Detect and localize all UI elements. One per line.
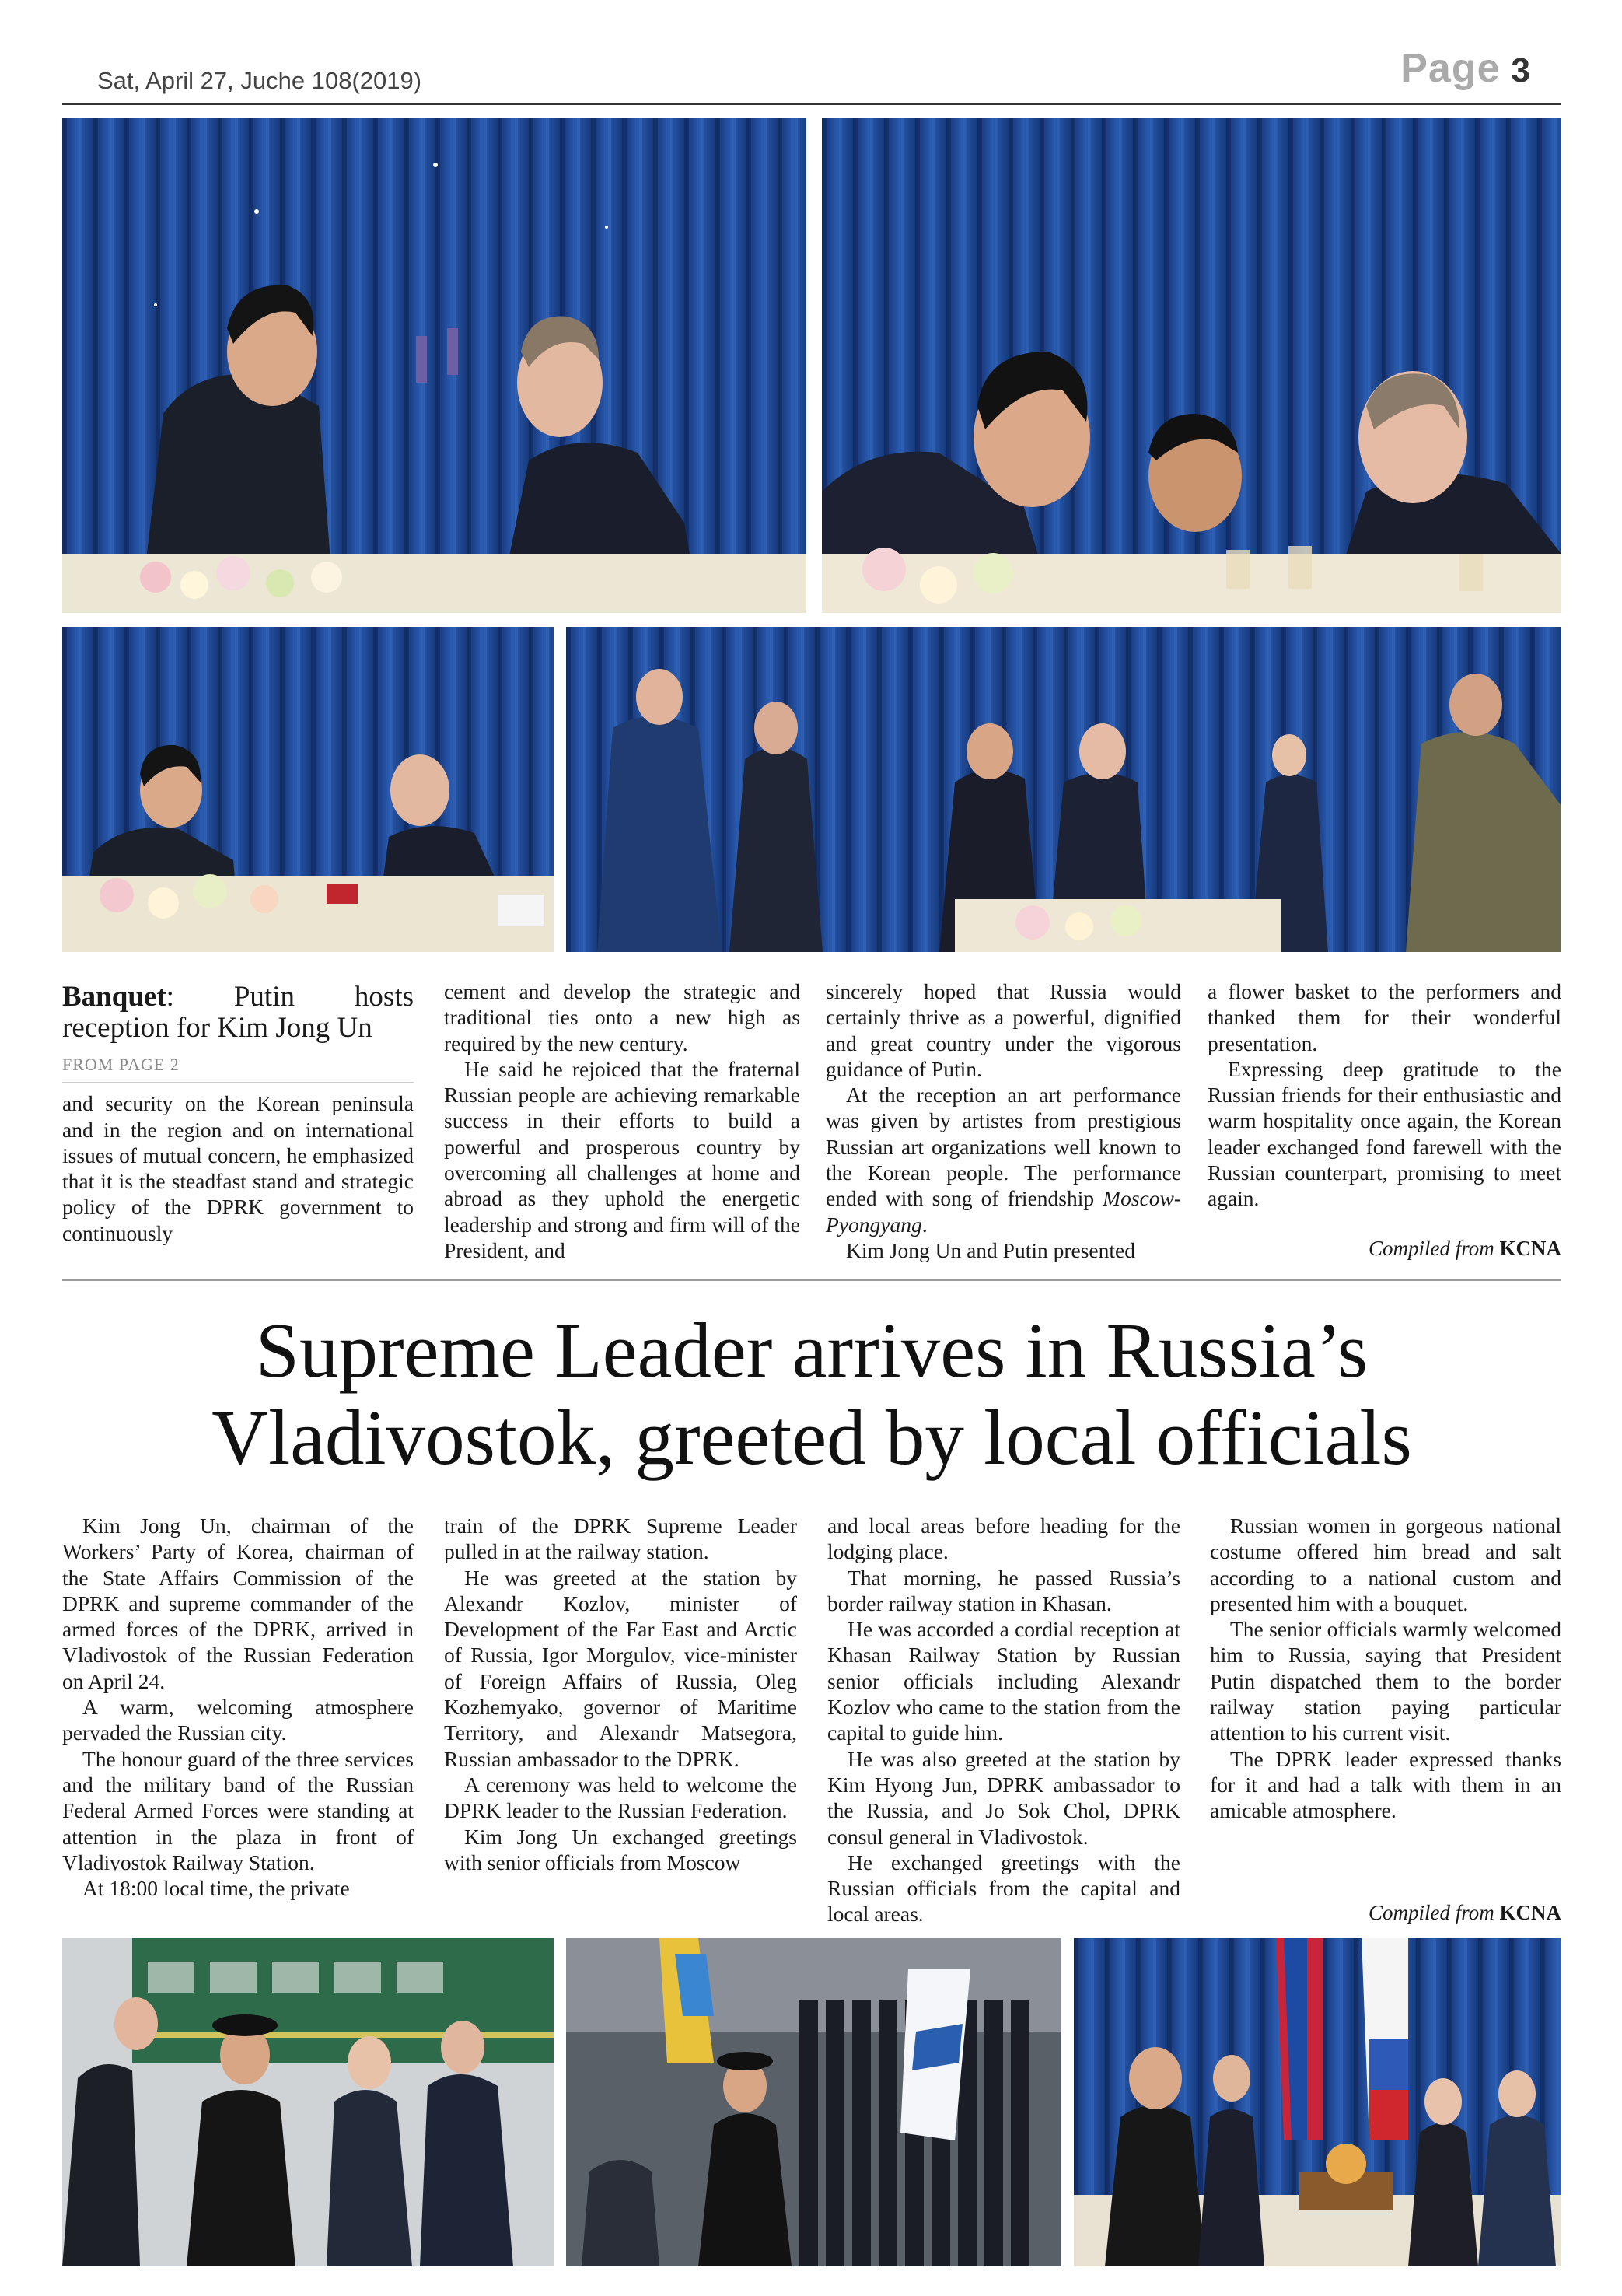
arrival-paragraph: At 18:00 local time, the private	[82, 1876, 350, 1901]
arrival-credit	[1210, 1901, 1561, 1925]
banquet-col-2	[444, 978, 800, 1263]
arrival-paragraph: A ceremony was held to welcome the DPRK leader to the Russian Federation.	[444, 1772, 797, 1823]
page-indicator	[1400, 45, 1531, 92]
banquet-title-rest: : Putin hosts reception for Kim Jong Un	[62, 981, 414, 1044]
arrival-col-2	[444, 1513, 797, 1875]
photo-toast	[62, 118, 806, 613]
arrival-paragraph: Russian women in gorgeous national costume offered him bread and salt according to a national custom and presented him with a bouquet.	[1210, 1514, 1561, 1615]
arrival-paragraph: He was also greeted at the station by Kim Hyong Jun, DPRK ambassador to the Russia, and Jo Sok Chol, DPRK consul general in Vladivostok.	[827, 1746, 1180, 1849]
arrival-paragraph: The honour guard of the three services and the military band of the Russian Federal Armed Forces were standing at attention in the plaza in front of Vladivostok Railway Station.	[62, 1746, 414, 1874]
arrival-paragraph: Kim Jong Un exchanged greetings with senior officials from Moscow	[444, 1824, 797, 1874]
photo-handshake	[566, 627, 1561, 952]
arrival-paragraph: Kim Jong Un, chairman of the Workers’ Party of Korea, chairman of the State Affairs Commission of the DPRK and supreme commander of the armed forces of the DPRK, arrived in Vladivostok of the Russian Federation on April 24.	[62, 1514, 414, 1693]
continued-from: FROM PAGE 2	[62, 1052, 414, 1083]
photo-honour-guard	[566, 1938, 1061, 2266]
banquet-credit	[1208, 1237, 1561, 1261]
banquet-paragraph: a flower basket to the performers and thanked them for their wonderful presentation.	[1208, 979, 1561, 1055]
credit-prefix: Compiled from	[1369, 1237, 1494, 1260]
arrival-col-1	[62, 1513, 414, 1901]
credit-prefix: Compiled from	[1369, 1901, 1494, 1924]
headline	[62, 1307, 1561, 1481]
photo-banquet-talk	[822, 118, 1561, 613]
arrival-col-4	[1210, 1513, 1561, 1824]
banquet-paragraph	[826, 1082, 1181, 1237]
banquet-col-3	[826, 978, 1181, 1263]
banquet-paragraph: and security on the Korean peninsula and in the region and on international issues of mutual concern, he emphasized that it is the steadfast stand and strategic policy of the DPRK government to continuously	[62, 1091, 414, 1245]
arrival-paragraph: He was greeted at the station by Alexandr Kozlov, minister of Development of the Far East and Arctic of Russia, Igor Morgulov, vice-minister of Foreign Affairs of Russia, Oleg Kozhemyako, governor of Maritime Territory, and Alexandr Matsegora, Russian ambassador to the DPRK.	[444, 1565, 797, 1771]
header-rule	[62, 103, 1561, 105]
arrival-paragraph: and local areas before heading for the lodging place.	[827, 1514, 1180, 1564]
banquet-paragraph: Expressing deep gratitude to the Russian friends for their enthusiastic and warm hospitality once again, the Korean leader exchanged fond farewell with the Russian counterpart, promising to meet again.	[1208, 1056, 1561, 1211]
issue-date: Sat, April 27, Juche 108(2019)	[97, 67, 422, 94]
arrival-paragraph: The senior officials warmly welcomed him to Russia, saying that President Putin dispatched them to the border railway station paying particular attention to his current visit.	[1210, 1617, 1561, 1745]
banquet-title-bold: Banquet	[62, 981, 166, 1013]
banquet-paragraph: cement and develop the strategic and traditional ties onto a new high as required by the new century.	[444, 979, 800, 1055]
section-divider	[62, 1279, 1561, 1286]
photo-applause	[62, 627, 554, 952]
page-number: 3	[1511, 51, 1531, 89]
banquet-paragraph: Kim Jong Un and Putin presented	[846, 1237, 1135, 1262]
banquet-period: .	[921, 1212, 928, 1237]
credit-source: KCNA	[1499, 1237, 1561, 1260]
banquet-col-1	[62, 982, 414, 1246]
banquet-performance-text: At the reception an art performance was given by artistes from prestigious Russian art organizations well known to the Korean people. The performance ended with song of friendship	[826, 1083, 1181, 1211]
arrival-paragraph: A warm, welcoming atmosphere pervaded the Russian city.	[62, 1695, 414, 1745]
arrival-col-3	[827, 1513, 1180, 1927]
headline-line-2: Vladivostok, greeted by local officials	[211, 1394, 1412, 1481]
arrival-paragraph: That morning, he passed Russia’s border railway station in Khasan.	[827, 1565, 1180, 1615]
arrival-paragraph: train of the DPRK Supreme Leader pulled in at the railway station.	[444, 1514, 797, 1564]
credit-source: KCNA	[1499, 1901, 1561, 1924]
page-label: Page	[1400, 46, 1501, 91]
photo-reception-talk	[1074, 1938, 1561, 2266]
banquet-title	[62, 982, 414, 1044]
arrival-paragraph: He was accorded a cordial reception at Khasan Railway Station by Russian senior officials including Alexandr Kozlov who came to the station from the capital to guide him.	[827, 1617, 1180, 1745]
banquet-col-4	[1208, 978, 1561, 1212]
arrival-paragraph: He exchanged greetings with the Russian officials from the capital and local areas.	[827, 1850, 1180, 1927]
banquet-paragraph: He said he rejoiced that the fraternal Russian people are achieving remarkable success in their efforts to build a powerful and prosperous country by overcoming all challenges at home and abroad as they uphold the energetic leadership and strong and firm will of the President, and	[444, 1056, 800, 1262]
photo-station-greeting	[62, 1938, 554, 2266]
banquet-paragraph: sincerely hoped that Russia would certainly thrive as a powerful, dignified and great country under the vigorous guidance of Putin.	[826, 979, 1181, 1081]
arrival-paragraph: The DPRK leader expressed thanks for it and had a talk with them in an amicable atmosphere.	[1210, 1746, 1561, 1823]
headline-line-1: Supreme Leader arrives in Russia’s	[255, 1307, 1369, 1394]
song-title: Moscow-Pyongyang	[826, 1186, 1181, 1237]
